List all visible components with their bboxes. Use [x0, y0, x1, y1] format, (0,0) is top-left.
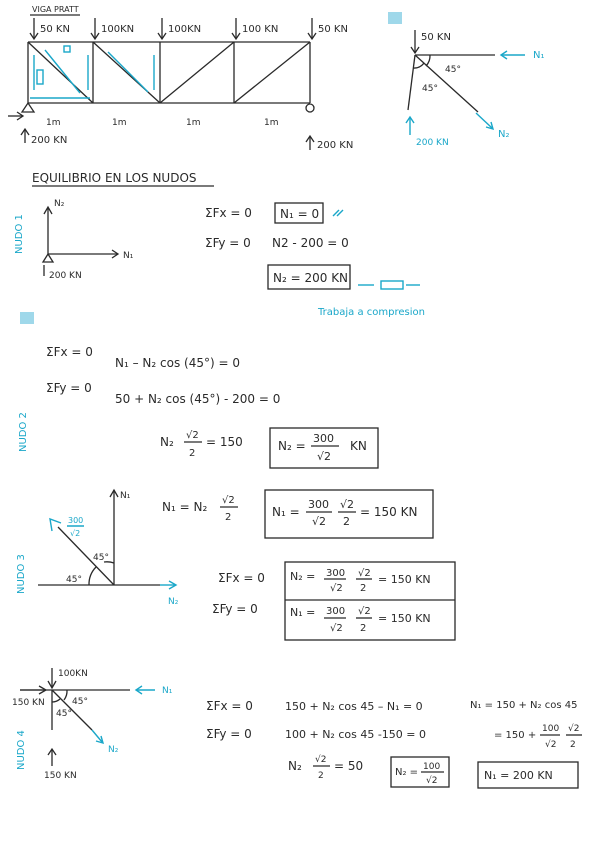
nudo4-side2-den2: 2: [570, 740, 576, 750]
nudo2-res-num: 300: [313, 432, 334, 445]
nudo1-note: Trabaja a compresion: [318, 307, 425, 318]
nudo4-side-line-1: N₁ = 150 + N₂ cos 45: [470, 700, 578, 711]
nudo3-force-den: √2: [70, 529, 81, 538]
nudo3-res-den2: 2: [343, 515, 350, 528]
nudo3-eq-num: √2: [222, 495, 235, 506]
nudo4-side2-den1: √2: [545, 740, 557, 750]
span-label-4: 1m: [264, 118, 279, 128]
node-vertical-member: [408, 55, 415, 110]
nudo4-side2-num1: 100: [542, 724, 560, 734]
nudo4-res-lhs: N₂ =: [395, 767, 419, 778]
nudo1-result-1: N₁ = 0: [280, 207, 320, 221]
nudo2-line3-den: 2: [189, 448, 196, 459]
pin-support-left: [22, 103, 34, 112]
nudo4-load-label: 100KN: [58, 669, 88, 679]
nudo3-box1-den1: √2: [330, 583, 343, 594]
nudo4-line3-den: 2: [318, 771, 324, 781]
n2-arrow: [476, 113, 492, 128]
nudo4-angle-arc-a: [64, 690, 67, 700]
marker-square: [388, 12, 402, 24]
nudo3-eq-den: 2: [225, 512, 232, 523]
nudo2-eq-fy-rhs: 50 + N₂ cos (45°) - 200 = 0: [115, 392, 281, 406]
nudo3-box2-lhs: N₁ =: [290, 606, 316, 619]
top-load-label: 50 KN: [421, 32, 451, 43]
nudo-1-label: NUDO 1: [14, 214, 25, 254]
nudo1-n2-label: N₂: [54, 199, 65, 209]
nudo3-angle-arc-a: [89, 567, 96, 585]
nudo3-angle-a: 45°: [66, 575, 82, 585]
nudo4-bottom-label: 150 KN: [44, 771, 77, 781]
nudo3-eq-lhs: N₁ = N₂: [162, 500, 208, 514]
nudo4-eq-fy-rhs: 100 + N₂ cos 45 -150 = 0: [285, 728, 427, 741]
nudo3-res-num1: 300: [308, 498, 329, 511]
diagonal-4: [234, 42, 310, 103]
nudo3-force-num: 300: [68, 516, 84, 525]
nudo1-reaction-label: 200 KN: [49, 271, 82, 281]
marker-square-2: [20, 312, 34, 324]
section-title: EQUILIBRIO EN LOS NUDOS: [32, 171, 197, 185]
nudo1-result-2: N₂ = 200 KN: [273, 271, 349, 285]
nudo-2-label: NUDO 2: [18, 412, 29, 452]
nudo4-final: N₁ = 200 KN: [484, 769, 553, 782]
nudo4-side2-num2: √2: [568, 724, 580, 734]
nudo-3-label: NUDO 3: [16, 554, 27, 594]
nudo2-line3-rhs: = 150: [206, 435, 243, 449]
nudo1-support: [43, 254, 53, 262]
diagonal-1: [28, 42, 93, 103]
pratt-truss-figure: [8, 5, 353, 151]
nudo3-box2-den1: √2: [330, 623, 343, 634]
load-label-2: 100KN: [101, 24, 135, 35]
node-force-figure-top: [388, 12, 545, 148]
truss-title: VIGA PRATT: [32, 5, 79, 14]
cyan-compression-mark: [37, 70, 43, 84]
nudo2-eq-fy: ΣFy = 0: [46, 381, 92, 395]
nudo4-line3-lhs: N₂: [288, 759, 302, 773]
nudo4-angle-b: 45°: [56, 709, 72, 719]
span-label-1: 1m: [46, 118, 61, 128]
span-label-2: 1m: [112, 118, 127, 128]
nudo3-box1-rhs: = 150 KN: [378, 573, 431, 586]
load-label-3: 100KN: [168, 24, 202, 35]
angle-arc-a: [426, 55, 430, 66]
nudo4-left-label: 150 KN: [12, 698, 45, 708]
nudo3-res-lhs: N₁ =: [272, 505, 300, 519]
nudo4-line3-rhs: = 50: [334, 759, 364, 773]
nudo3-angle-b: 45°: [93, 553, 109, 563]
nudo2-eq-fx-rhs: N₁ – N₂ cos (45°) = 0: [115, 356, 240, 370]
nudo4-angle-arc-b: [52, 699, 60, 702]
nudo4-eq-fx: ΣFx = 0: [206, 699, 253, 713]
nudo2-res-den: √2: [317, 450, 332, 463]
nudo1-eq-fx: ΣFx = 0: [205, 206, 252, 220]
angle-label-b: 45°: [422, 84, 438, 94]
nudo3-box1-lhs: N₂ =: [290, 570, 316, 583]
nudo3-box1-num1: 300: [326, 568, 346, 579]
nudo3-box2-num1: 300: [326, 606, 346, 617]
span-label-3: 1m: [186, 118, 201, 128]
nudo4-eq-fy: ΣFy = 0: [206, 727, 252, 741]
nudo4-side2-lhs: = 150 +: [494, 730, 537, 741]
reaction-label-right: 200 KN: [317, 140, 354, 151]
nudo1-eq-fy: ΣFy = 0: [205, 236, 251, 250]
nudo3-box2-num2: √2: [358, 606, 371, 617]
nudo2-line3-lhs: N₂: [160, 435, 174, 449]
n1-label: N₁: [533, 50, 545, 61]
nudo1-eq-fy-rhs: N2 - 200 = 0: [272, 236, 349, 250]
nudo3-box2-den2: 2: [360, 623, 367, 634]
nudo2-eq-fx: ΣFx = 0: [46, 345, 93, 359]
nudo4-n2-arrow: [92, 730, 102, 742]
cyan-diagonal-arrow-2: [108, 52, 148, 92]
load-label-4: 100 KN: [242, 24, 279, 35]
nudo4-line3-num: √2: [315, 755, 327, 765]
diagonal-2: [93, 42, 160, 103]
nudo3-res-den1: √2: [312, 515, 327, 528]
roller-support-right: [306, 104, 314, 112]
reaction-label-left: 200 KN: [31, 135, 68, 146]
nudo3-box1-den2: 2: [360, 583, 367, 594]
nudo-3-block: [16, 490, 455, 640]
nudo4-res-den: √2: [426, 776, 438, 786]
nudo3-res-rhs: = 150 KN: [360, 505, 418, 519]
nudo4-res-num: 100: [423, 762, 441, 772]
load-label-1: 50 KN: [40, 24, 70, 35]
nudo4-angle-a: 45°: [72, 697, 88, 707]
nudo-1-block: [14, 199, 425, 318]
load-label-5: 50 KN: [318, 24, 348, 35]
compression-bar-icon: [381, 281, 403, 289]
nudo2-line3-num: √2: [186, 430, 199, 441]
cyan-diagonal-arrow-1: [45, 50, 80, 93]
nudo4-n2-label: N₂: [108, 745, 119, 755]
nudo4-n1-label: N₁: [162, 686, 173, 696]
nudo1-n1-label: N₁: [123, 251, 134, 261]
nudo2-res-lhs: N₂ =: [278, 439, 306, 453]
nudo4-eq-fx-rhs: 150 + N₂ cos 45 – N₁ = 0: [285, 700, 423, 713]
nudo-4-label: NUDO 4: [16, 730, 27, 770]
nudo3-res-num2: √2: [340, 498, 355, 511]
nudo3-box2-rhs: = 150 KN: [378, 612, 431, 625]
nudo-4-block: [12, 668, 582, 788]
nudo2-res-unit: KN: [350, 439, 367, 453]
nudo3-n1-label: N₁: [120, 491, 131, 501]
reaction-label: 200 KN: [416, 138, 449, 148]
nudo3-eq-fy: ΣFy = 0: [212, 602, 258, 616]
nudo3-eq-fx: ΣFx = 0: [218, 571, 265, 585]
angle-arc-b: [413, 63, 424, 68]
nudo-2-block: [18, 312, 378, 468]
nudo3-box1-num2: √2: [358, 568, 371, 579]
angle-label-a: 45°: [445, 65, 461, 75]
cyan-node-mark: [64, 46, 70, 52]
diagonal-3: [160, 42, 234, 103]
nudo3-n2-label: N₂: [168, 597, 179, 607]
n2-label: N₂: [498, 129, 510, 140]
